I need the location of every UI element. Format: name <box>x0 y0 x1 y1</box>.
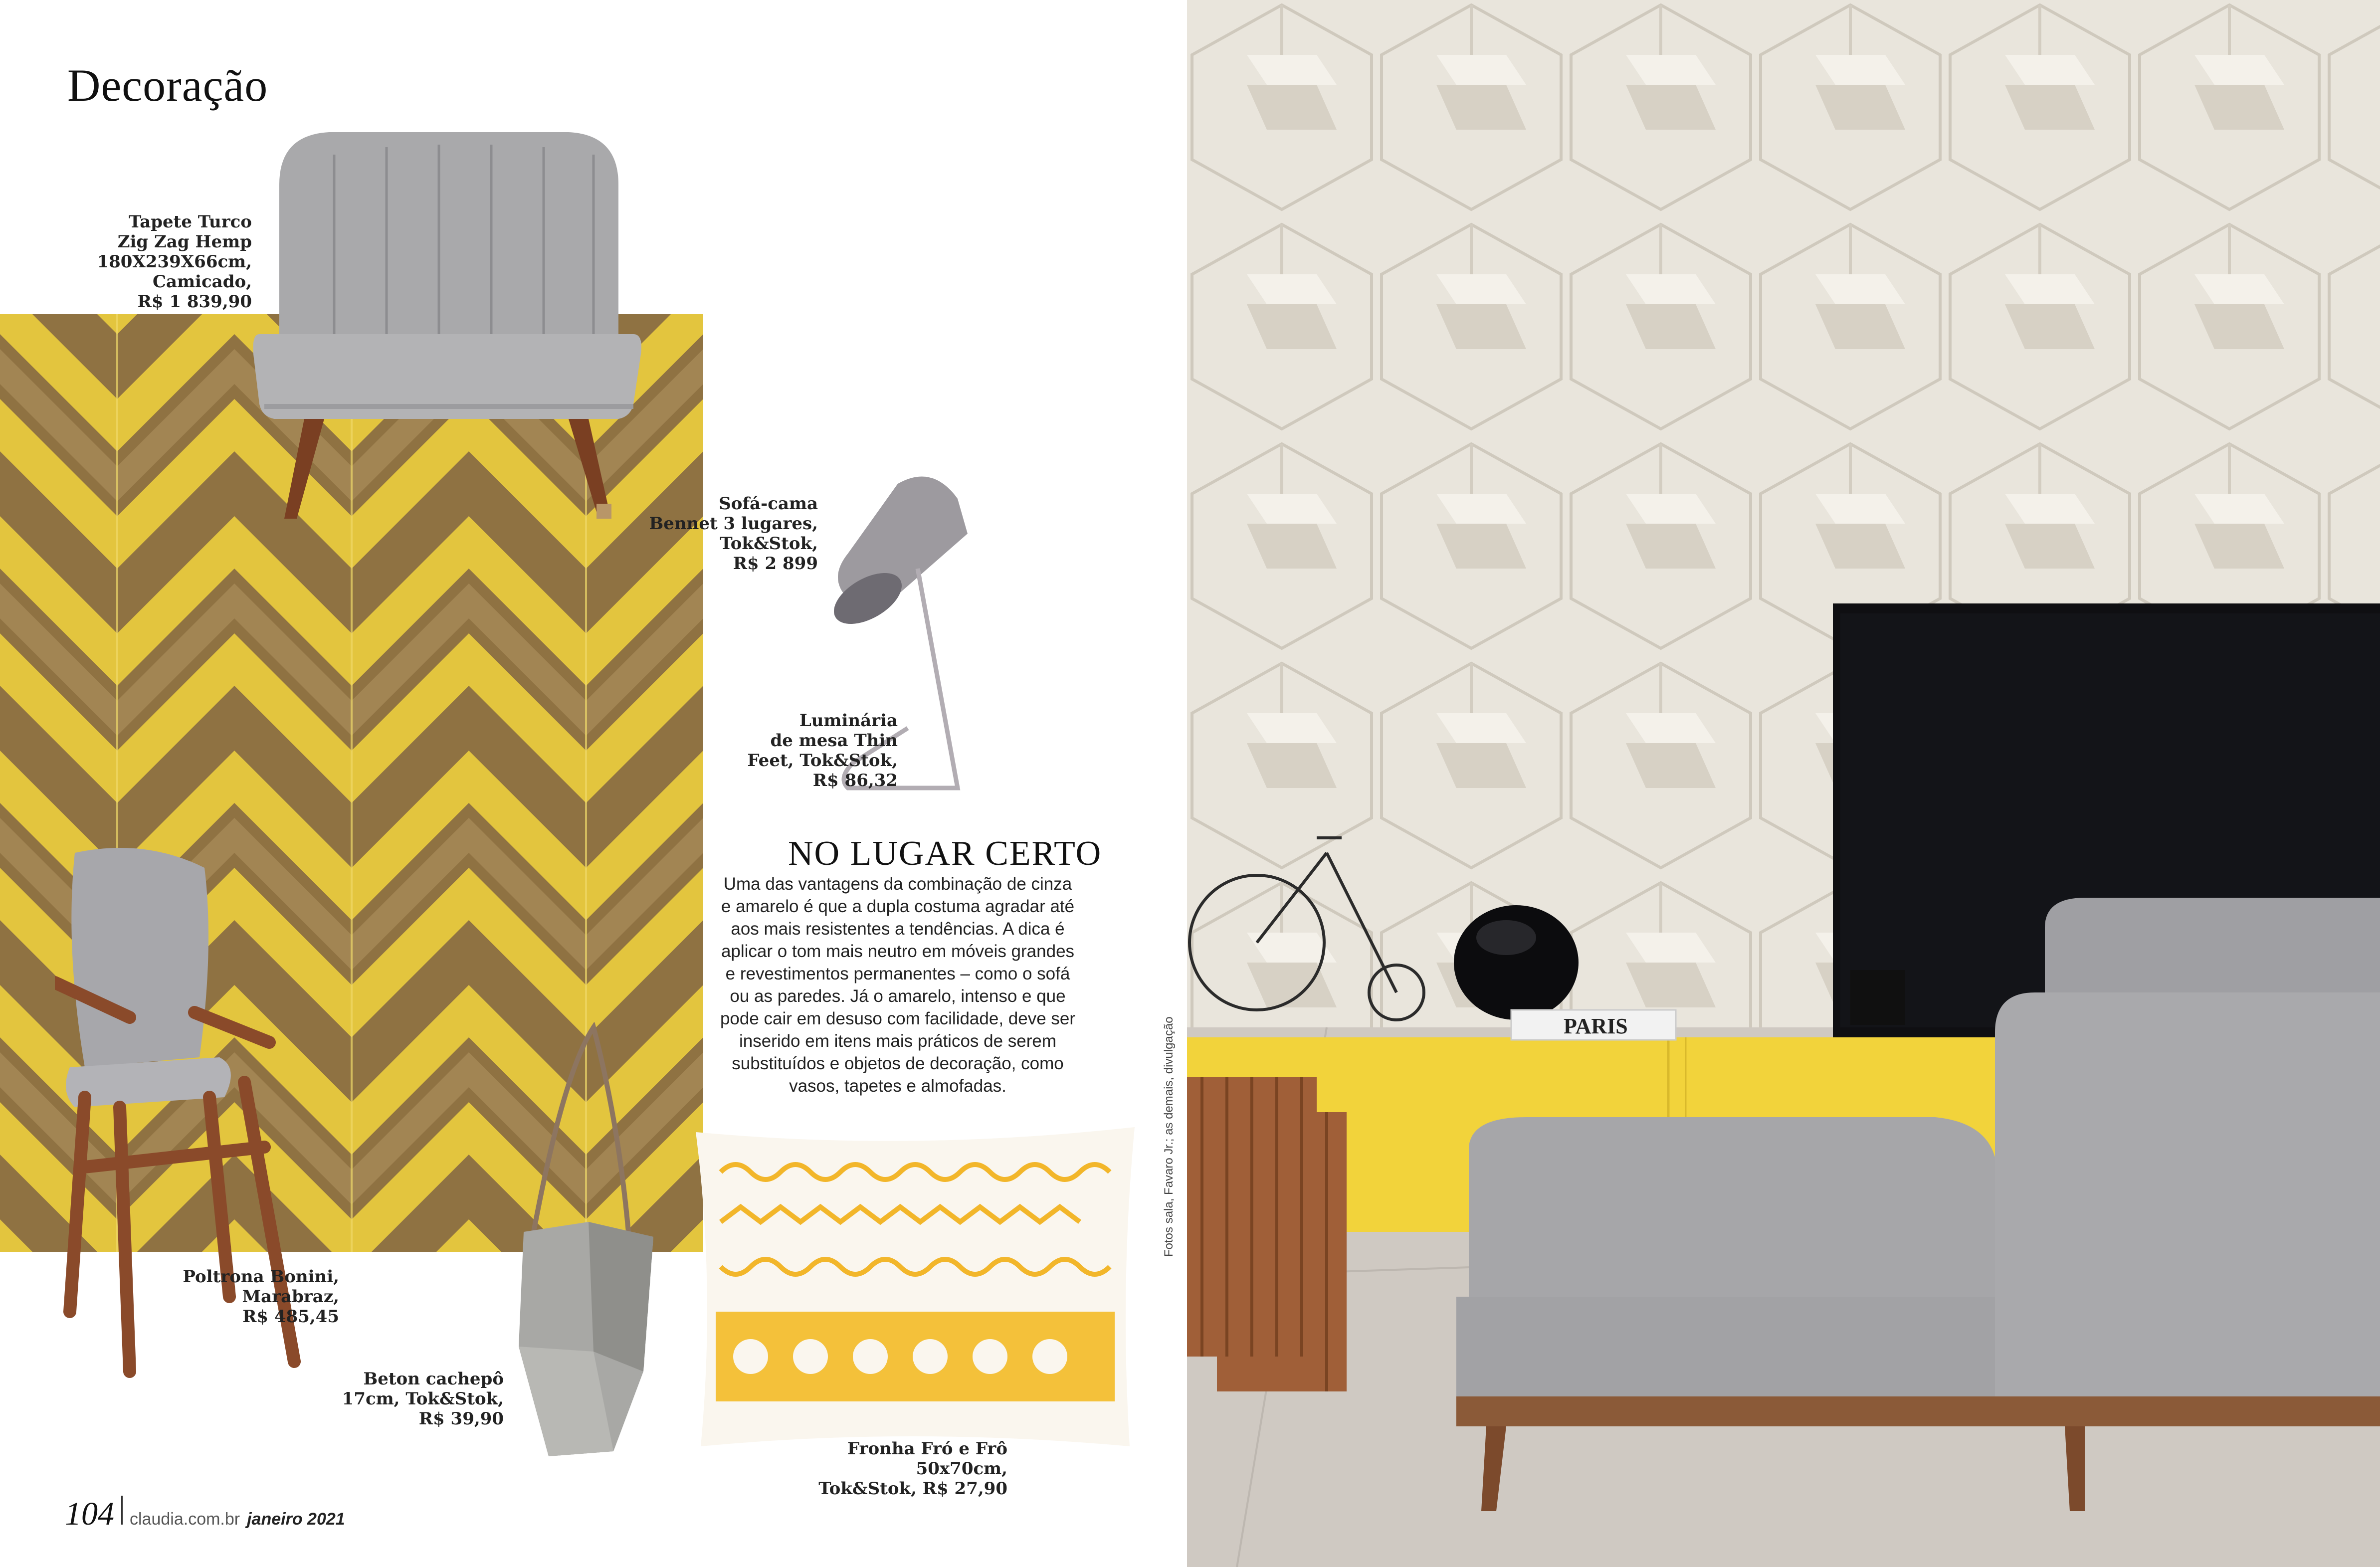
article-headline: NO LUGAR CERTO <box>788 834 1102 873</box>
article-body: Uma das vantagens da combinação de cinza e amarelo é que a dupla costuma agradar até aos mais resistentes a tendências. A dica é aplicar o tom mais neutro em móveis grandes e revestimentos permanentes – como o sofá ou as paredes. Já o amarelo, intenso e que pode cair em desuso com facilidade, deve ser inserido em itens mais práticos de serem substituídos e objetos de decoração, como vasos, tapetes e almofadas. <box>720 874 1076 1096</box>
caption-sofa: Sofá-cama Bennet 3 lugares, Tok&Stok, R$ 2 899 <box>649 494 818 574</box>
folio <box>65 1495 345 1533</box>
caption-rug: Tapete Turco Zig Zag Hemp 180X239X66cm, Camicado, R$ 1 839,90 <box>97 212 252 312</box>
folio-site: claudia.com.br <box>130 1510 240 1529</box>
sofa-bed-image <box>249 125 643 534</box>
caption-vase: Beton cachepô 17cm, Tok&Stok, R$ 39,90 <box>342 1369 504 1429</box>
folio-issue: janeiro 2021 <box>247 1510 345 1529</box>
caption-chair: Poltrona Bonini, Marabraz, R$ 485,45 <box>183 1267 339 1327</box>
caption-pillow: Fronha Fró e Frô 50x70cm, Tok&Stok, R$ 27,90 <box>818 1439 1007 1499</box>
pillow-image <box>691 1122 1140 1451</box>
caption-lamp: Luminária de mesa Thin Feet, Tok&Stok, R$ 86,32 <box>747 711 898 790</box>
right-page <box>1187 0 2380 1567</box>
paris-book-label: PARIS <box>1564 1014 1628 1038</box>
section-title: Decoração <box>67 60 268 111</box>
photo-credit: Fotos sala, Favaro Jr.; as demais, divulgação <box>1162 1016 1176 1257</box>
living-room-photo <box>1187 0 2380 1567</box>
folio-divider <box>121 1496 123 1525</box>
concrete-planter-image <box>514 1022 663 1461</box>
left-page <box>0 0 1187 1567</box>
page-number: 104 <box>65 1496 114 1532</box>
